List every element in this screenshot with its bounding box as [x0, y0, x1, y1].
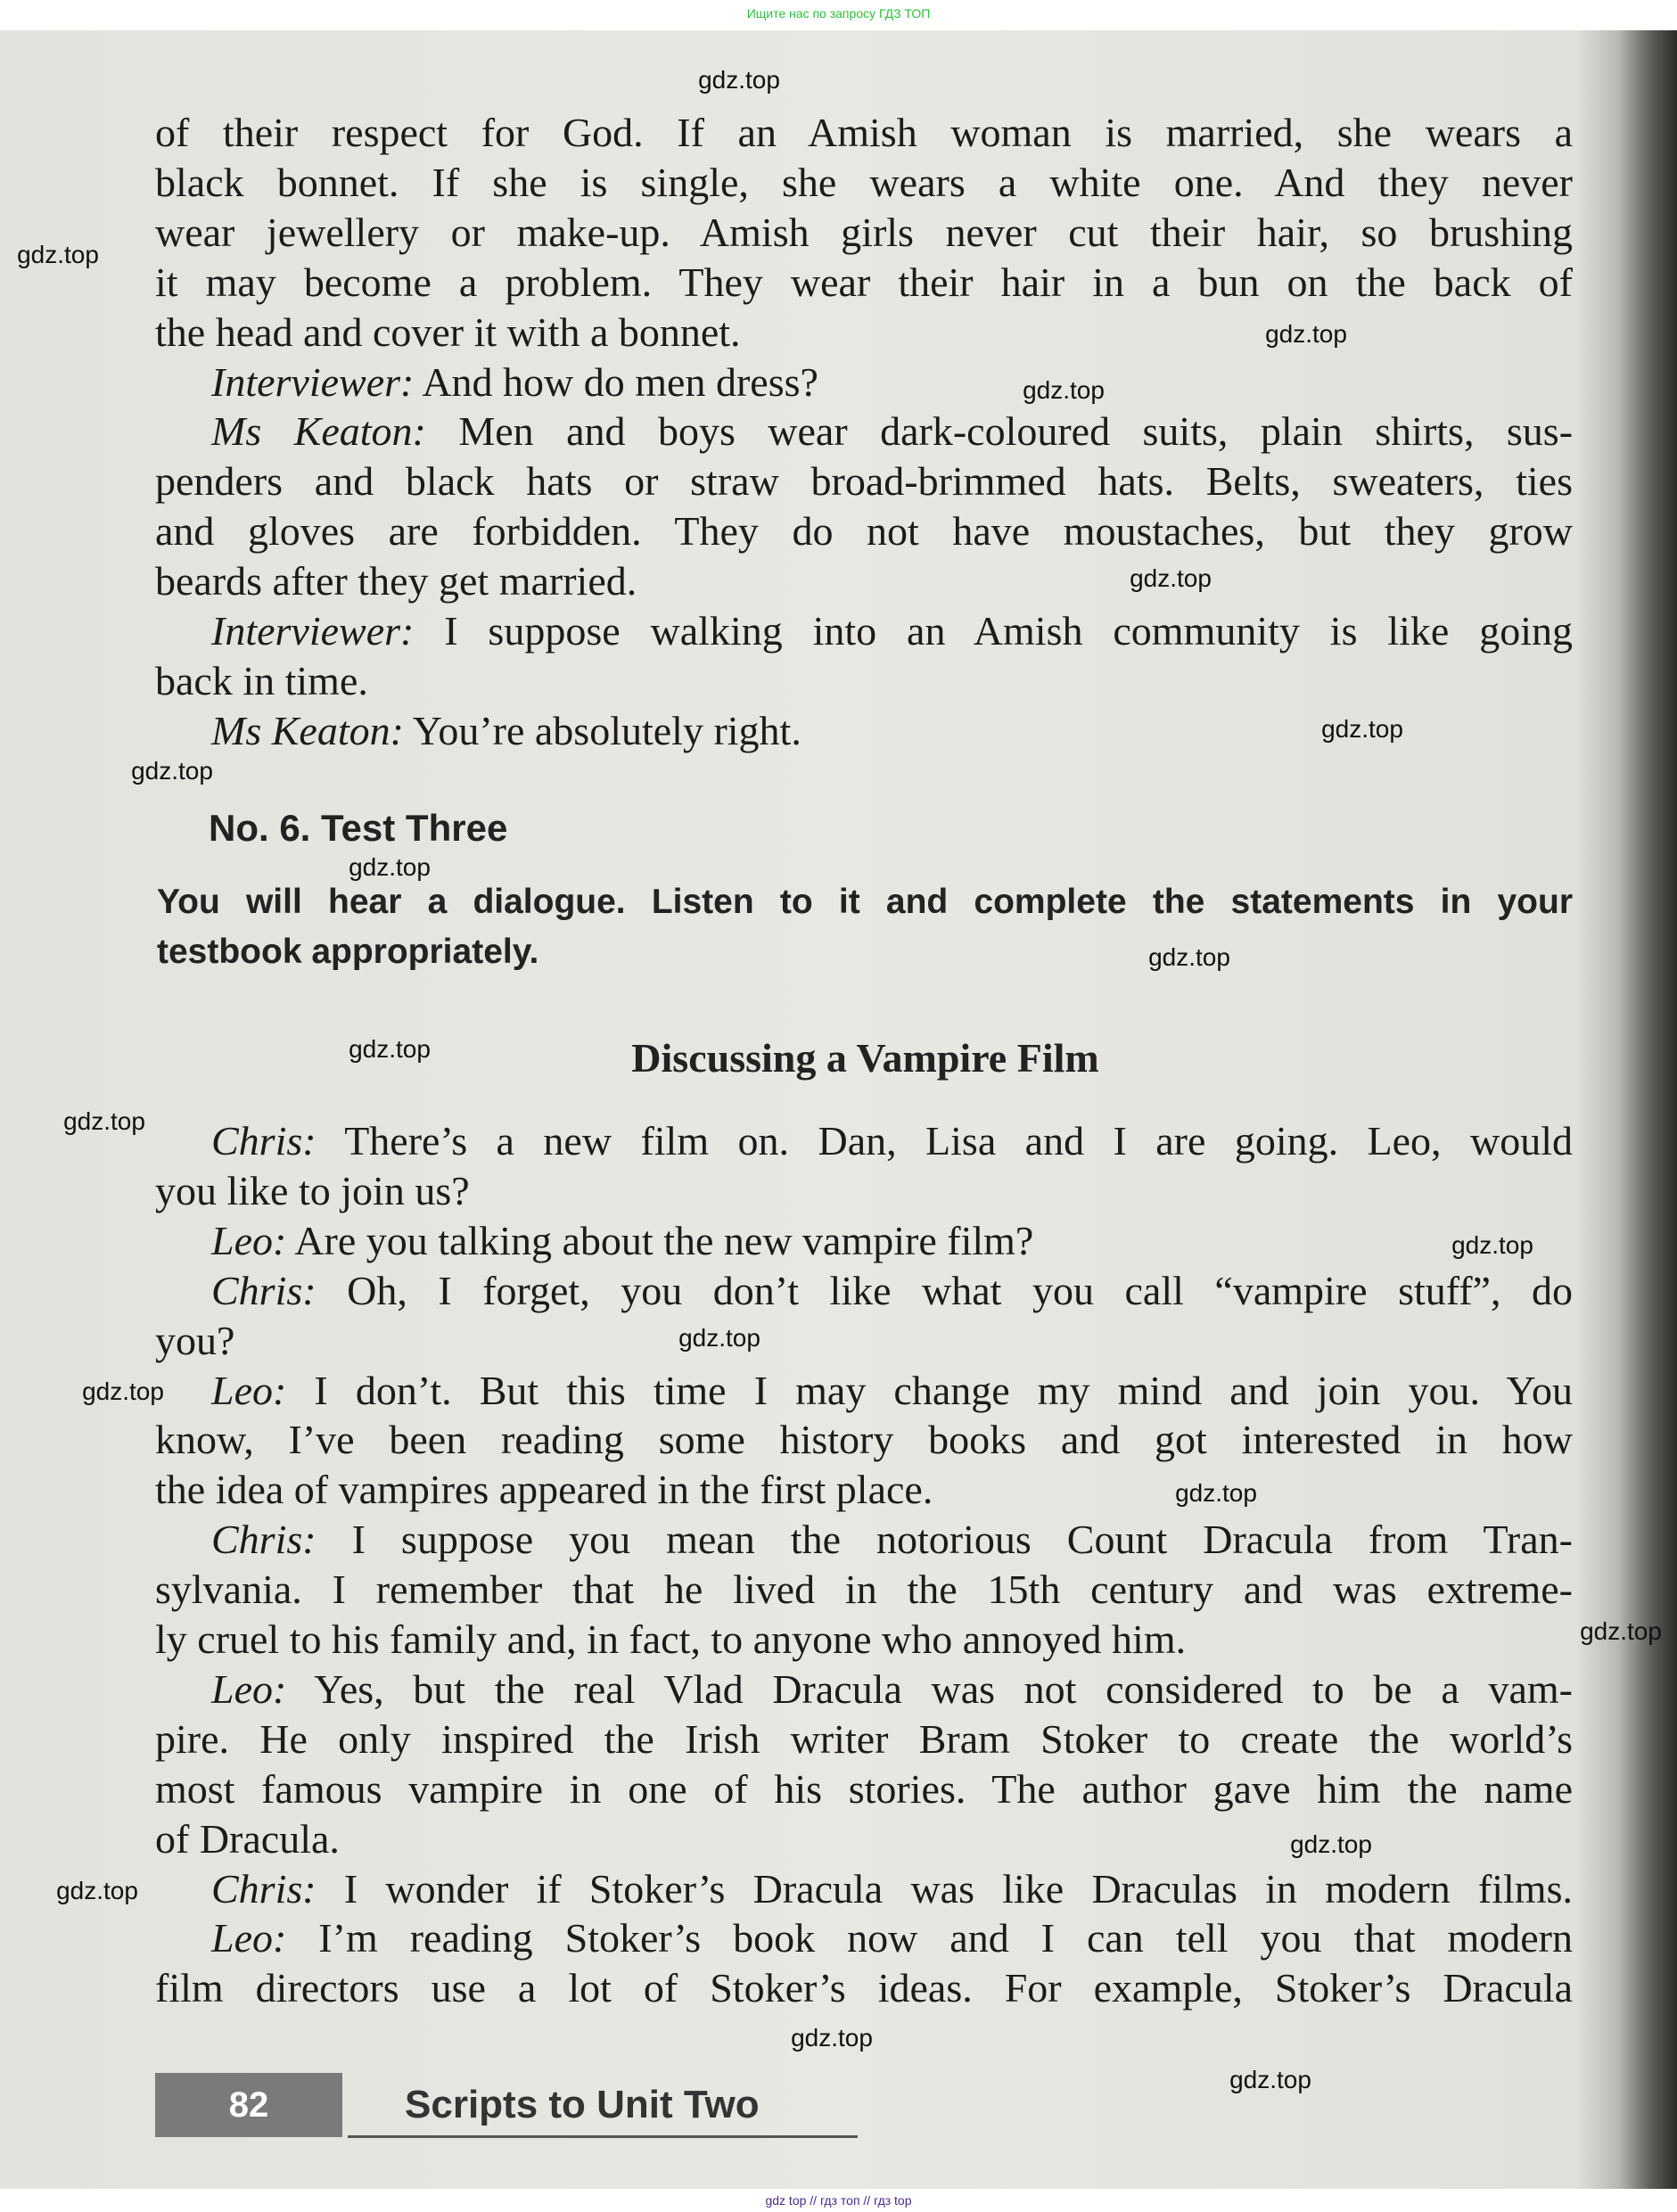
running-head-rule [348, 2135, 858, 2138]
line-text: penders and black hats or straw broad-brimmed hats. Belts, sweaters, ties [155, 458, 1573, 505]
section-heading: No. 6. Test Three [209, 807, 508, 849]
line-text: And how do men dress? [414, 358, 818, 405]
watermark: gdz.top [349, 853, 431, 881]
speaker-line [211, 1216, 1573, 1266]
speaker-name: Interviewer: [211, 358, 415, 405]
text-line [155, 1963, 1573, 2013]
watermark: gdz.top [1023, 376, 1105, 404]
text-line [155, 456, 1573, 506]
running-head: Scripts to Unit Two [405, 2083, 760, 2126]
line-text: Yes, but the real Vlad Dracula was not considered to be a vam- [286, 1665, 1573, 1712]
line-text: sylvania. I remember that he lived in the 15th century and was extreme- [155, 1566, 1573, 1613]
watermark: gdz.top [82, 1377, 164, 1405]
speaker-name: Chris: [211, 1118, 316, 1164]
line-text: I’m reading Stoker’s book now and I can tell you that modern [286, 1915, 1573, 1961]
watermark: gdz.top [1148, 943, 1230, 971]
line-text: I wonder if Stoker’s Dracula was like Draculas in modern films. [316, 1865, 1573, 1912]
watermark: gdz.top [63, 1107, 145, 1135]
line-text: ly cruel to his family and, in fact, to anyone who annoyed him. [155, 1616, 1187, 1662]
watermark: gdz.top [56, 1877, 138, 1904]
watermark: gdz.top [1580, 1617, 1662, 1645]
line-text: There’s a new film on. Dan, Lisa and I are going. Leo, would [316, 1118, 1573, 1164]
watermark: gdz.top [17, 241, 99, 268]
watermark: gdz.top [698, 66, 780, 94]
text-line [155, 108, 1573, 158]
line-text: of their respect for God. If an Amish woman is married, she wears a [155, 110, 1573, 155]
line-text: Are you talking about the new vampire film? [286, 1217, 1034, 1263]
text-line [155, 1615, 1573, 1665]
speaker-name: Ms Keaton: [211, 408, 426, 455]
line-text: I don’t. But this time I may change my mind and join you. You [286, 1367, 1573, 1413]
speaker-line [211, 1266, 1573, 1316]
line-text: back in time. [155, 657, 368, 703]
speaker-name: Ms Keaton: [211, 707, 404, 753]
speaker-line [211, 1913, 1573, 1963]
line-text: most famous vampire in one of his stories. The author gave him the name [155, 1765, 1573, 1812]
line-text: it may become a problem. They wear their hair in a bun on the back of [155, 259, 1573, 305]
speaker-name: Interviewer: [211, 608, 415, 654]
watermark: gdz.top [678, 1324, 760, 1352]
text-line [155, 1764, 1573, 1814]
line-text: you? [155, 1317, 235, 1363]
line-text: the head and cover it with a bonnet. [155, 308, 741, 355]
instructions-line: You will hear a dialogue. Listen to it and complete the statements in your [157, 883, 1573, 921]
watermark: gdz.top [1451, 1231, 1533, 1259]
line-text: of Dracula. [155, 1815, 340, 1862]
line-text: film directors use a lot of Stoker’s ideas. For example, Stoker’s Dracula [155, 1965, 1573, 2011]
top-banner: Ищите нас по запросу ГДЗ ТОП [746, 6, 931, 21]
text-line [155, 556, 1573, 606]
text-line [155, 1465, 1573, 1515]
bottom-banner: gdz top // гдз топ // гдз top [765, 2193, 912, 2208]
line-text: you like to join us? [155, 1167, 470, 1213]
text-line [155, 1166, 1573, 1216]
speaker-name: Leo: [211, 1915, 287, 1961]
watermark: gdz.top [1130, 564, 1212, 592]
line-text: pire. He only inspired the Irish writer Bram Stoker to create the world’s [155, 1715, 1573, 1762]
dialogue-title: Discussing a Vampire Film [631, 1035, 1099, 1081]
text-line [155, 208, 1573, 258]
speaker-line [211, 358, 1573, 407]
line-text: wear jewellery or make-up. Amish girls never cut their hair, so brushing [155, 209, 1573, 255]
watermark: gdz.top [791, 2024, 873, 2052]
text-line [155, 656, 1573, 706]
speaker-name: Leo: [211, 1217, 287, 1263]
watermark: gdz.top [1175, 1479, 1257, 1507]
watermark: gdz.top [1321, 715, 1403, 743]
speaker-name: Chris: [211, 1267, 316, 1313]
speaker-line [211, 1116, 1573, 1166]
speaker-name: Leo: [211, 1665, 287, 1712]
text-line [155, 308, 1573, 358]
speaker-line [211, 1864, 1573, 1914]
watermark: gdz.top [1290, 1830, 1372, 1858]
text-line [155, 1415, 1573, 1465]
watermark: gdz.top [1265, 320, 1347, 348]
text-line [155, 506, 1573, 556]
watermark: gdz.top [131, 757, 213, 785]
line-text: the idea of vampires appeared in the first place. [155, 1467, 933, 1513]
line-text: Men and boys wear dark-coloured suits, plain shirts, sus- [425, 408, 1574, 455]
page-number: 82 [155, 2073, 342, 2137]
line-text: beards after they get married. [155, 558, 637, 604]
line-text: know, I’ve been reading some history books and got interested in how [155, 1417, 1573, 1463]
speaker-name: Leo: [211, 1367, 287, 1413]
speaker-name: Chris: [211, 1517, 316, 1563]
speaker-line [211, 1366, 1573, 1416]
speaker-line [211, 606, 1573, 656]
text-line [155, 1316, 1573, 1366]
line-text: black bonnet. If she is single, she wears a white one. And they never [155, 159, 1573, 205]
text-line [155, 158, 1573, 208]
instructions-line: testbook appropriately. [157, 933, 539, 971]
text-line [155, 258, 1573, 308]
watermark: gdz.top [1229, 2066, 1311, 2093]
line-text: and gloves are forbidden. They do not have moustaches, but they grow [155, 508, 1573, 555]
speaker-line [211, 407, 1573, 456]
watermark: gdz.top [349, 1035, 431, 1063]
speaker-name: Chris: [211, 1865, 316, 1912]
text-line [155, 1715, 1573, 1764]
line-text: I suppose you mean the notorious Count Dracula from Tran- [316, 1517, 1573, 1563]
line-text: I suppose walking into an Amish community is like going [414, 608, 1573, 654]
text-line [155, 1565, 1573, 1615]
line-text: Oh, I forget, you don’t like what you call “vampire stuff”, do [316, 1267, 1573, 1313]
line-text: You’re absolutely right. [403, 707, 802, 753]
speaker-line [211, 1515, 1573, 1565]
speaker-line [211, 1665, 1573, 1715]
